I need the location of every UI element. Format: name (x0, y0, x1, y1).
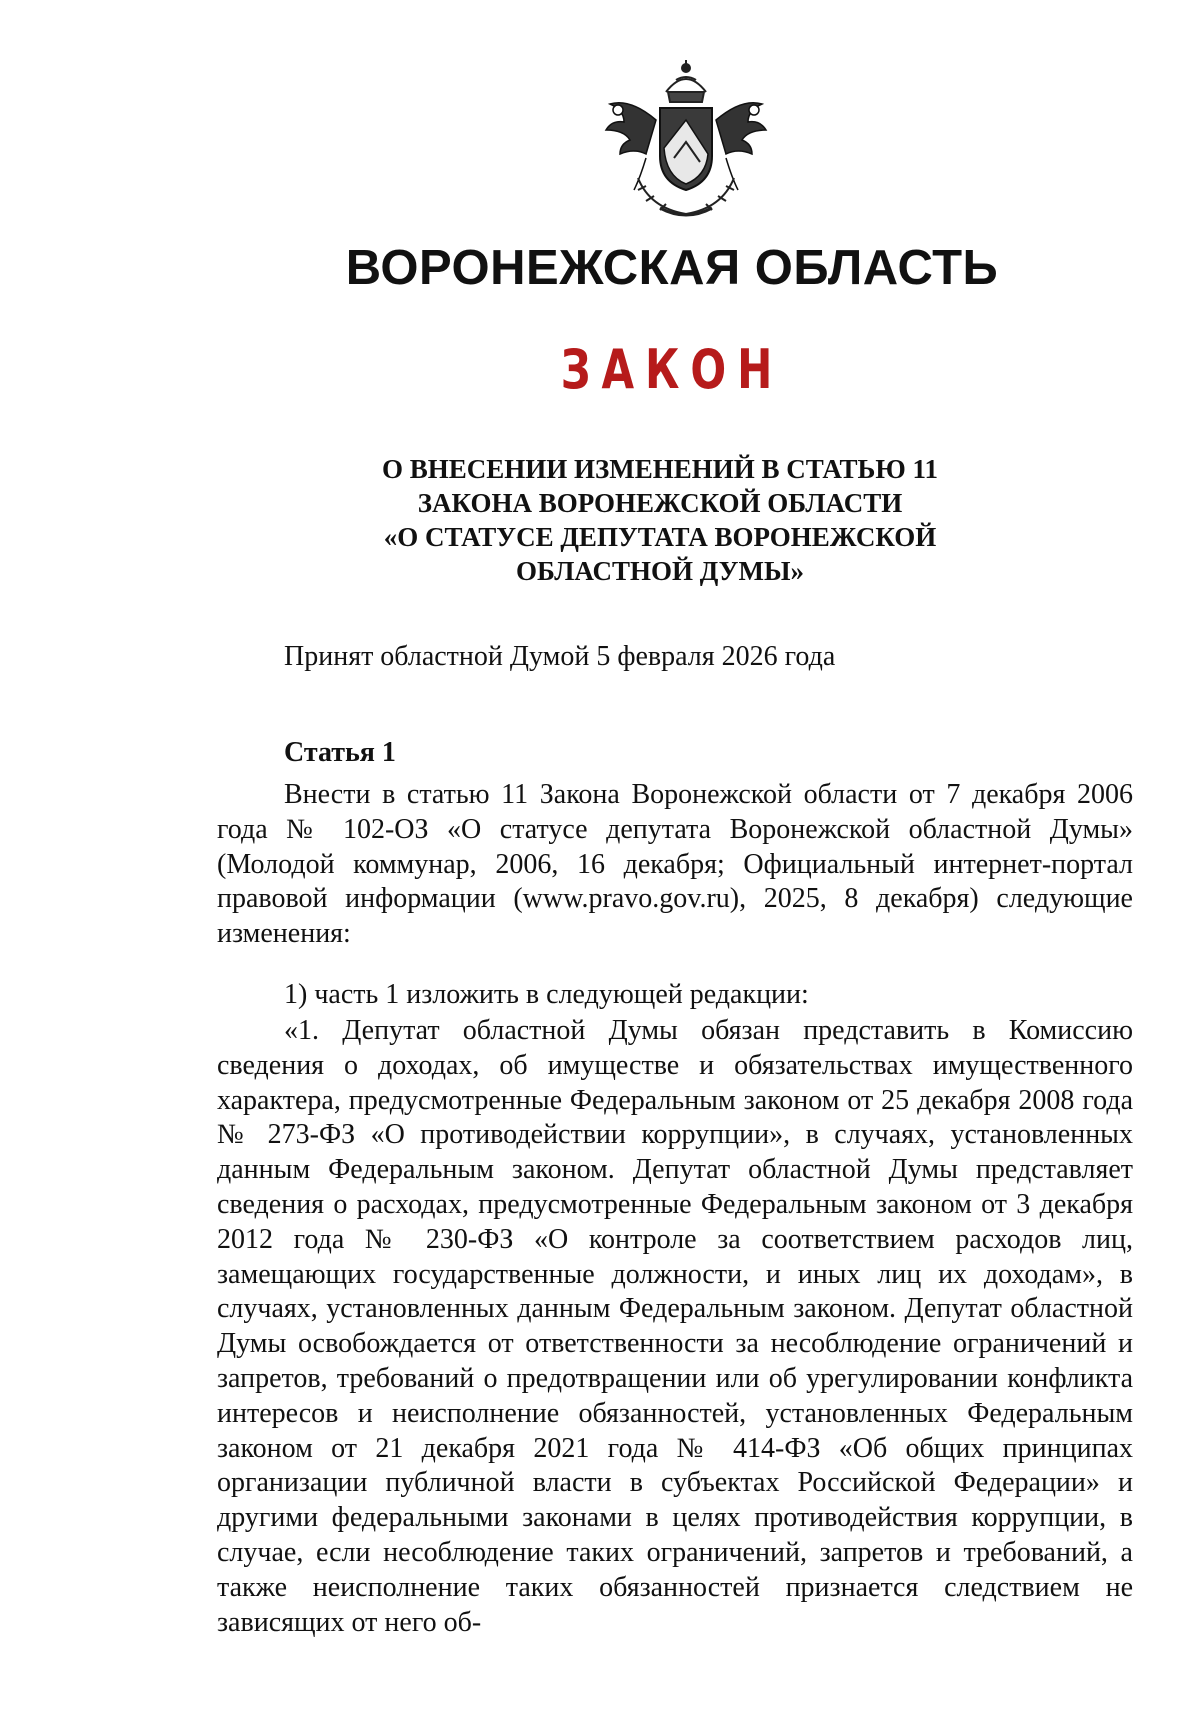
law-title-line: «О СТАТУСЕ ДЕПУТАТА ВОРОНЕЖСКОЙ (383, 522, 937, 552)
article-intro-paragraph: Внести в статью 11 Закона Воронежской области от 7 декабря 2006 года № 102-ОЗ «О статусе депутата Воронежской областной Думы» (Молодой коммунар, 2006, 16 декабря; Официальный интернет-портал правовой информации (www.pravo.gov.ru), 2025, 8 декабря) следующие изменения: (217, 779, 1133, 950)
law-title-line: ОБЛАСТНОЙ ДУМЫ» (516, 556, 804, 586)
law-title (335, 452, 985, 588)
adoption-date: Принят областной Думой 5 февраля 2026 года (284, 641, 836, 672)
region-title: ВОРОНЕЖСКАЯ ОБЛАСТЬ (345, 241, 999, 295)
law-title-line: ЗАКОНА ВОРОНЕЖСКОЙ ОБЛАСТИ (417, 488, 903, 518)
quoted-amendment-paragraph: «1. Депутат областной Думы обязан представить в Комиссию сведения о доходах, об имуществе и обязательствах имущественного характера, предусмотренные Федеральным законом от 25 декабря 2008 года № 273-ФЗ «О противодействии коррупции», в случаях, установленных данным Федеральным законом. Депутат областной Думы представляет сведения о расходах, предусмотренные Федеральным законом от 3 декабря 2012 года № 230-ФЗ «О контроле за соответствием расходов лиц, замещающих государственные должности, и иных лиц их доходам», в случаях, установленных данным Федеральным законом. Депутат областной Думы освобождается от ответственности за несоблюдение ограничений и запретов, требований о предотвращении или об урегулировании конфликта интересов и неисполнение обязанностей, установленных Федеральным законом от 21 декабря 2021 года № 414-ФЗ «Об общих принципах организации публичной власти в субъектах Российской Федерации» и другими федеральными законами в целях противодействия коррупции, в случае, если несоблюдение таких ограничений, запретов и требований, а также неисполнение таких обязанностей признается следствием не зависящих от него об- (217, 1015, 1133, 1638)
document-type-title: ЗАКОН (560, 338, 784, 401)
coat-of-arms-icon (590, 58, 782, 222)
article-heading: Статья 1 (284, 737, 396, 768)
law-title-line: О ВНЕСЕНИИ ИЗМЕНЕНИЙ В СТАТЬЮ 11 (381, 454, 939, 484)
article-item-paragraph: 1) часть 1 изложить в следующей редакции: (284, 979, 809, 1010)
